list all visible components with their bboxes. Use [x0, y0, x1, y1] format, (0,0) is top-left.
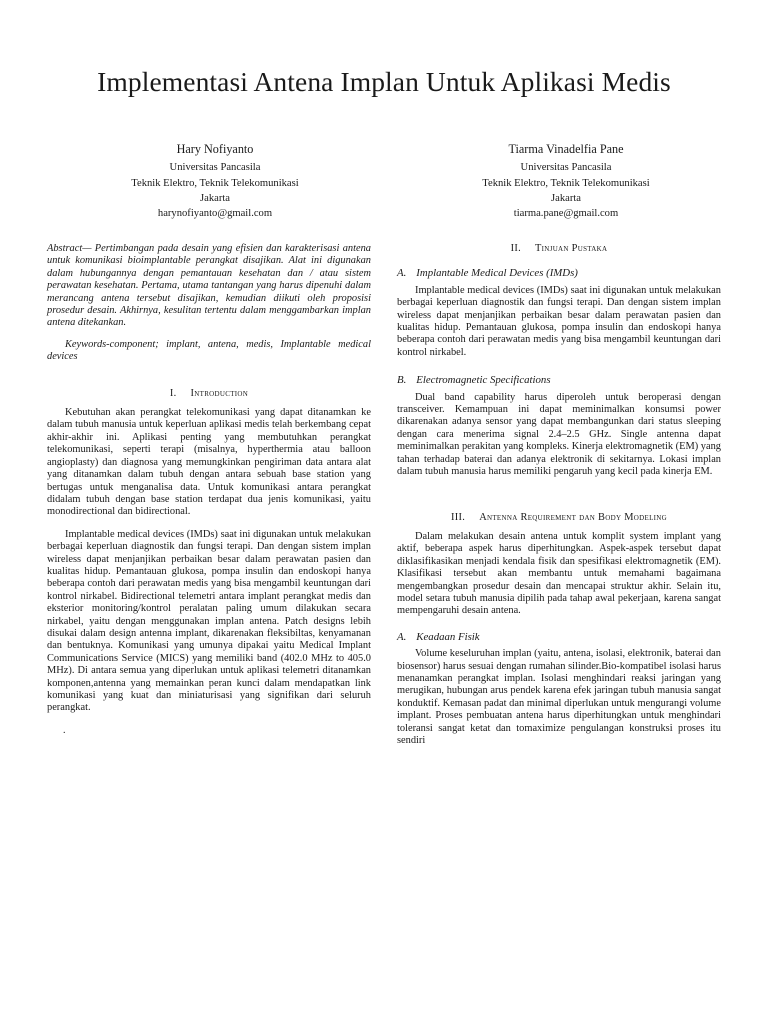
- right-column: [397, 243, 721, 747]
- section-title: Antenna Requirement dan Body Modeling: [479, 511, 667, 523]
- paper-title: Implementasi Antena Implan Untuk Aplikasi Medis: [97, 66, 671, 97]
- subsection-heading-imds: [397, 267, 721, 279]
- author-department: Teknik Elektro, Teknik Telekomunikasi: [482, 177, 650, 189]
- subsection-heading-em-specs: [397, 374, 721, 386]
- subsection-title: Implantable Medical Devices (IMDs): [416, 267, 578, 280]
- em-specs-paragraph: Dual band capability harus diperoleh untuk beroperasi dengan transceiver. Kemampuan ini dapat meminimalkan konsumsi power dikarenakan adanya sensor yang dapat membangunkan dari status sleeping dengan cara menerima signal 2.4–2.5 GHz. Single antenna dapat meminimalkan perakitan yang kompleks. Kinerja elektromagnetik (EM) yang tahan terhadap baterai dan adanya elektronik di sekitarnya. Lokasi implan dalam tubuh manusia harus memiliki pengaruh yang kecil pada kinerja EM.: [397, 391, 721, 478]
- author-email: tiarma.pane@gmail.com: [513, 208, 619, 220]
- section-heading-antenna-requirement: [397, 512, 721, 524]
- section-title: Introduction: [190, 387, 249, 399]
- subsection-number: A.: [397, 267, 407, 280]
- author-name: Tiarma Vinadelfia Pane: [508, 142, 624, 156]
- keadaan-fisik-paragraph: Volume keseluruhan implan (yaitu, antena, isolasi, elektronik, baterai dan biosensor) harus sesuai dengan rumahan silinder.Bio-kompatibel isolasi harus menanamkan perangkat implan. Isolasi menghindari reaksi jaringan yang merugikan, hubungan arus pendek karena efek jaringan tubuh manusia sangat konduktif. Kemasan padat dan minimal diperlukan untuk mengurangi volume implant. Proses pembuatan antena harus diperhitungkan untuk menghindari toleransi sangat ketat dan tomaximize pengulangan konstruksi proses itu sendiri: [397, 648, 721, 746]
- author-city: Jakarta: [200, 192, 230, 204]
- section-number: I.: [169, 387, 177, 399]
- subsection-number: B.: [397, 374, 407, 387]
- author-department: Teknik Elektro, Teknik Telekomunikasi: [131, 177, 299, 189]
- author-block-1: [65, 142, 365, 221]
- introduction-paragraph-2: Implantable medical devices (IMDs) saat ini digunakan untuk melakukan berbagai keperluan diagnostik dan fungsi terapi. Dan dengan sistem implan wireless dapat menjanjikan perbaikan besar dalam perawatan pasien dan kualitas hidup. Pemantauan glukosa, pompa insulin dan endoskopi hanya beberapa contoh dari perawatan medis yang bisa mengambil keuntungan dari kontrol nirkabel. Bidirectional telemetri antara implant perangkat medis dan eksterior monitoring/kontrol peralatan paling umum dilakukan secara nirkabel, yaitu dengan menggunakan implan antena. Patch designs lebih disukai dalam design antenna implant, dikarenakan fleksibiltas, kenyamanan dan bentuknya. Komunikasi yang umunya dipakai yaitu Medical Implant Communications Service (MICS) yang memiliki band (402.0 MHz to 405.0 MHz). Di antara semua yang diperlukan untuk aplikasi telemetri ditanamkan komponen,antenna yang memainkan peran kunci dalam mendapatkan link komunikasi yang kuat dan miniaturisasi yang signifikan dari seluruh perangkat.: [47, 528, 371, 714]
- antenna-requirement-paragraph: Dalam melakukan desain antena untuk komplit system implant yang aktif, beberapa aspek harus diperhitungkan. Aspek-aspek tersebut dapat diklasifikasikan menjadi kendala fisik dan spesifikasi elektromagnetik (EM). Klasifikasi tersebut akan membantu untuk memahami bagaimana mengembangkan prosedur desain dan mencapai struktur akhir. Selain itu, model setara tubuh manusia dipilih pada tahap awal pekerjaan, karena sangat mempengaruhi desain antena.: [397, 530, 721, 617]
- section-number: II.: [510, 243, 522, 254]
- keywords: Keywords-component; implant, antena, medis, Implantable medical devices: [47, 338, 371, 363]
- trailing-mark: .: [63, 724, 66, 736]
- introduction-paragraph-1: Kebutuhan akan perangkat telekomunikasi yang dapat ditanamkan ke dalam tubuh manusia untuk keperluan aplikasi medis telah berkembang cepat akhir-akhir ini. Aplikasi penting yang membutuhkan perangkat telekomunikasi, seperti terapi (misalnya, hyperthermia atau balloon angioplasty) dan diagnosa yang memungkinkan pengiriman data antara alat yang ditanamkan dalam tubuh dengan antara sebuah base station yang bertugas untuk menganalisa data. Untuk komunikasi antara perangkat didalam tubuh dengan base station terdapat dua jenis komunikasi, yaitu monodirectional dan bidirectional.: [47, 407, 371, 518]
- author-block-2: [416, 142, 716, 221]
- author-name: Hary Nofiyanto: [176, 142, 254, 156]
- subsection-number: A.: [397, 630, 407, 643]
- author-email: harynofiyanto@gmail.com: [157, 208, 273, 220]
- subsection-title: Electromagnetic Specifications: [416, 374, 551, 387]
- section-heading-introduction: [47, 388, 371, 400]
- section-heading-tinjuan-pustaka: [397, 243, 721, 255]
- author-affiliation: Universitas Pancasila: [169, 162, 261, 174]
- author-affiliation: Universitas Pancasila: [520, 162, 612, 174]
- imds-paragraph: Implantable medical devices (IMDs) saat ini digunakan untuk melakukan berbagai keperluan diagnostik dan fungsi terapi. Dan dengan sistem implan wireless dapat menjanjikan perbaikan besar dalam perawatan pasien dan kualitas hidup. Pemantauan glukosa, pompa insulin dan endoskopi hanya beberapa contoh dari perawatan medis yang bisa mengambil keuntungan dari kontrol nirkabel.: [397, 284, 721, 358]
- section-title: Tinjuan Pustaka: [535, 243, 608, 254]
- subsection-title: Keadaan Fisik: [416, 630, 480, 643]
- author-city: Jakarta: [551, 192, 581, 204]
- abstract: Abstract— Pertimbangan pada desain yang efisien dan karakterisasi antena untuk komunikasi bioimplantable perangkat disajikan. Alat ini digunakan dalam hubungannya dengan pemantauan kesehatan dan / atau sistem perawatan kesehatan. Pertama, utama tantangan yang harus dipenuhi dalam merancang antena tersebut disajikan, kemudian diikuti oleh proposisi prosedur desain. Akhirnya, kesulitan tertentu dalam menggambarkan implan antena ditekankan.: [47, 243, 371, 329]
- subsection-heading-keadaan-fisik: [397, 631, 721, 643]
- left-column: [47, 243, 371, 737]
- section-number: III.: [451, 511, 466, 523]
